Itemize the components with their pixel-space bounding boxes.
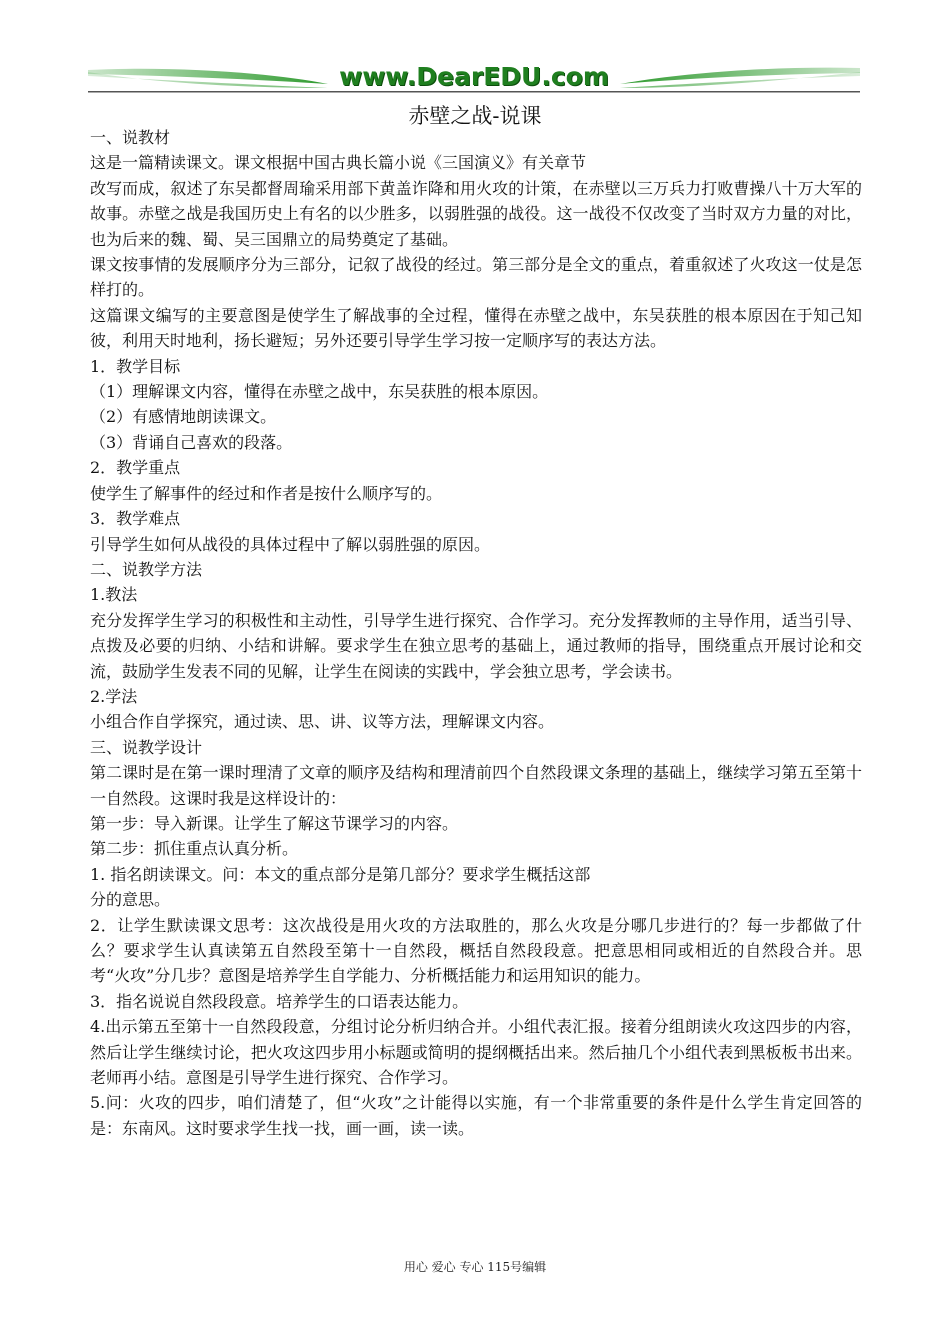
paragraph: 2．让学生默读课文思考：这次战役是用火攻的方法取胜的，那么火攻是分哪几步进行的？每一步都做了什么？要求学生认真读第五自然段至第十一自然段，概括自然段段意。把意思相同或相近的自然段合并。思考“火攻”分几步？意图是培养学生自学能力、分析概括能力和运用知识的能力。 xyxy=(90,915,862,986)
list-item: （3）背诵自己喜欢的段落。 xyxy=(90,432,293,452)
subsection-heading: 1．教学目标 xyxy=(90,356,181,376)
paragraph: 这篇课文编写的主要意图是使学生了解战事的全过程，懂得在赤壁之战中，东吴获胜的根本原因在于知己知彼，利用天时地利，扬长避短；另外还要引导学生学习按一定顺序写的表达方法。 xyxy=(90,305,862,351)
subsection-heading: 2.学法 xyxy=(90,686,138,706)
paragraph: 第二课时是在第一课时理清了文章的顺序及结构和理清前四个自然段课文条理的基础上，继续学习第五至第十一自然段。这课时我是这样设计的： xyxy=(90,763,862,808)
section-heading: 一、说教材 xyxy=(90,128,171,147)
paragraph: 改写而成，叙述了东吴都督周瑜采用部下黄盖诈降和用火攻的计策，在赤壁以三万兵力打败曹操八十万大军的故事。赤壁之战是我国历史上有名的以少胜多，以弱胜强的战役。这一战役不仅改变了当时双方力量的对比，也为后来的魏、蜀、吴三国鼎立的局势奠定了基础。 xyxy=(90,178,862,249)
list-item: （1）理解课文内容，懂得在赤壁之战中，东吴获胜的根本原因。 xyxy=(90,382,549,402)
paragraph: 引导学生如何从战役的具体过程中了解以弱胜强的原因。 xyxy=(90,534,491,554)
paragraph: 第一步：导入新课。让学生了解这节课学习的内容。 xyxy=(90,813,459,833)
paragraph: 课文按事情的发展顺序分为三部分，记叙了战役的经过。第三部分是全文的重点，着重叙述了火攻这一仗是怎样打的。 xyxy=(90,255,862,300)
paragraph: 这是一篇精读课文。课文根据中国古典长篇小说《三国演义》有关章节 xyxy=(90,153,587,173)
document-body xyxy=(90,125,862,1141)
paragraph: 4.出示第五至第十一自然段段意，分组讨论分析归纳合并。小组代表汇报。接着分组朗读火攻这四步的内容，然后让学生继续讨论，把火攻这四步用小标题或简明的提纲概括出来。然后抽几个小组代表到黑板板书出来。老师再小结。意图是引导学生进行探究、合作学习。 xyxy=(90,1017,862,1088)
paragraph: 3．指名说说自然段段意。培养学生的口语表达能力。 xyxy=(90,991,469,1011)
paragraph: 分的意思。 xyxy=(90,890,171,910)
site-name: www.DearEDU.com xyxy=(339,62,609,91)
page-title: 赤壁之战-说课 xyxy=(408,104,542,128)
list-item: （2）有感情地朗读课文。 xyxy=(90,407,277,427)
paragraph: 小组合作自学探究，通过读、思、讲、议等方法，理解课文内容。 xyxy=(90,712,555,732)
paragraph: 第二步：抓住重点认真分析。 xyxy=(90,839,299,859)
subsection-heading: 3．教学难点 xyxy=(90,509,181,529)
paragraph: 1. 指名朗读课文。问：本文的重点部分是第几部分？要求学生概括这部 xyxy=(90,864,591,884)
section-heading: 二、说教学方法 xyxy=(90,559,203,579)
paragraph: 充分发挥学生学习的积极性和主动性，引导学生进行探究、合作学习。充分发挥教师的主导作用，适当引导、点拨及必要的归纳、小结和讲解。要求学生在独立思考的基础上，通过教师的指导，围绕重点开展讨论和交流，鼓励学生发表不同的见解，让学生在阅读的实践中，学会独立思考，学会读书。 xyxy=(90,610,862,681)
subsection-heading: 2．教学重点 xyxy=(90,458,181,478)
paragraph: 使学生了解事件的经过和作者是按什么顺序写的。 xyxy=(90,483,443,503)
site-banner xyxy=(88,58,860,98)
page-footer: 用心 爱心 专心 115号编辑 xyxy=(403,1260,547,1274)
paragraph: 5.问：火攻的四步，咱们清楚了，但“火攻”之计能得以实施，有一个非常重要的条件是什么学生肯定回答的是：东南风。这时要求学生找一找，画一画，读一读。 xyxy=(90,1093,862,1138)
subsection-heading: 1.教法 xyxy=(90,585,138,605)
section-heading: 三、说教学设计 xyxy=(90,737,203,757)
